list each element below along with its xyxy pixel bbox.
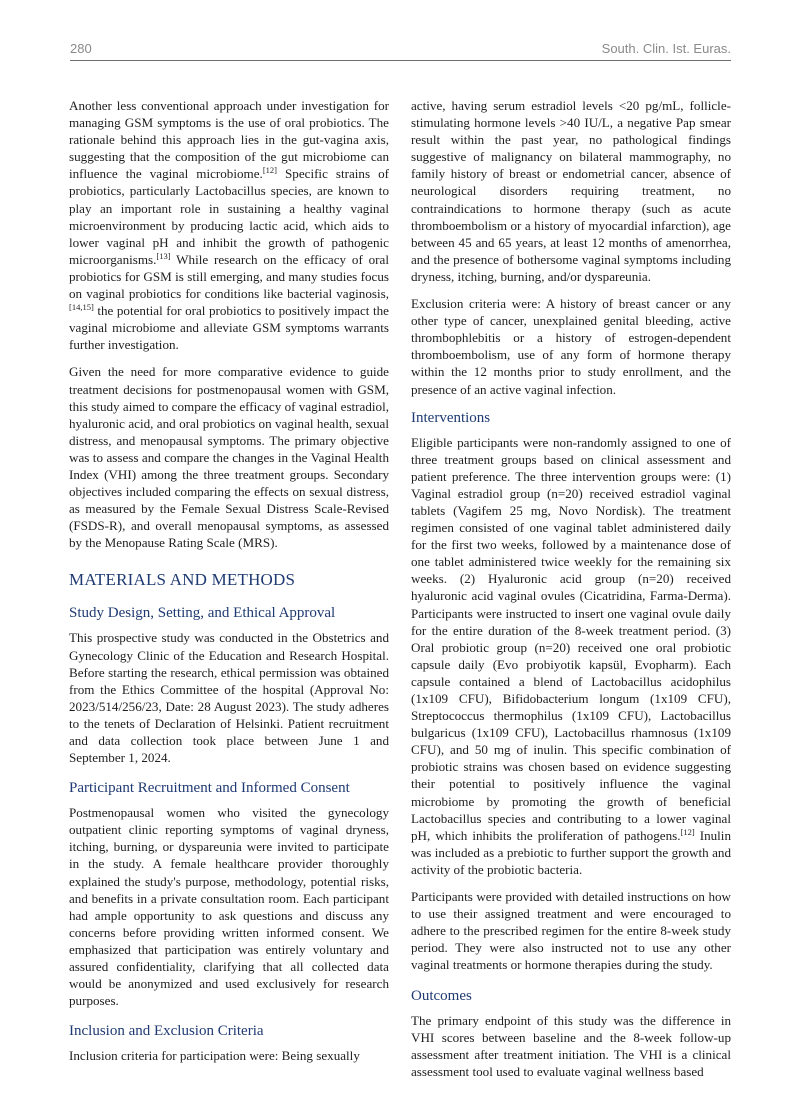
body-paragraph: Eligible participants were non-randomly assigned to one of three treatment groups based on clinical assessment and patient preference. The three intervention groups were: (1) Vaginal estradiol group (n=20) received estradiol vaginal tablets (Vagifem 25 mg, Novo Nordisk). The treatment regimen consisted of one vaginal tablet administered daily for the first two weeks, followed by a maintenance dose of one tablet administered twice weekly for the remaining six weeks. (2) Hyaluronic acid group (n=20) received hyaluronic acid vaginal ovules (Cicatridina, Farma-Derma). Participants were instructed to insert one vaginal ovule daily for the entire duration of the 8-week treatment period. (3) Oral probiotic group (n=20) received one oral probiotic capsule daily (Evo probiyotik kapsül, Evopharm). Each capsule contained a blend of Lactobacillus acidophilus (1x109 CFU), Bifidobacterium longum (1x109 CFU), Streptococcus thermophilus (1x109 CFU), Lactobacillus bulgaricus (1x109 CFU), Lactobacillus rhamnosus (1x109 CFU), and 50 mg of inulin. This specific combination of probiotic strains was chosen based on evidence suggesting their potential to positively influence the vaginal microbiome by promoting the growth of beneficial Lactobacillus species and contributing to a lower vaginal pH, which inhibits the proliferation of pathogens.[12] Inulin was included as a prebiotic to further support the growth and activity of the probiotic bacteria. [411,434,731,877]
journal-name: South. Clin. Ist. Euras. [601,41,731,56]
subsection-heading: Outcomes [411,987,472,1004]
body-paragraph: Given the need for more comparative evidence to guide treatment decisions for postmenopausal women with GSM, this study aimed to compare the efficacy of vaginal estradiol, hyaluronic acid, and oral probiotics on vaginal health, sexual distress, and menopausal symptoms. The primary objective was to assess and compare the changes in the Vaginal Health Index (VHI) among the three treatment groups. Secondary objectives included comparing the effects on sexual distress, as measured by the Female Sexual Distress Scale-Revised (FSDS-R), and overall menopausal symptoms, as assessed by the Menopause Rating Scale (MRS). [69,364,389,551]
section-heading: MATERIALS AND METHODS [69,570,296,590]
body-paragraph: Another less conventional approach under investigation for managing GSM symptoms is the use of oral probiotics. The rationale behind this approach lies in the gut-vagina axis, suggesting that the composition of the gut microbiome can influence the vaginal microbiome.[12] Specific strains of probiotics, particularly Lactobacillus species, are known to play an important role in sustaining a healthy vaginal microenvironment by producing lactic acid, which aids to lower vaginal pH and inhibit the growth of pathogenic microorganisms.[13] While research on the efficacy of oral probiotics for GSM is still emerging, and many studies focus on vaginal probiotics for conditions like bacterial vaginosis,[14,15] the potential for oral probiotics to positively impact the vaginal microbiome and alleviate GSM symptoms warrants further investigation. [69,98,389,353]
left-column [69,97,389,1074]
body-paragraph: The primary endpoint of this study was the difference in VHI scores between baseline and the 8-week follow-up assessment after treatment initiation. The VHI is a clinical assessment tool used to evaluate vaginal wellness based [411,1012,731,1079]
subsection-heading: Interventions [411,409,491,426]
subsection-heading: Inclusion and Exclusion Criteria [69,1023,264,1040]
body-paragraph: active, having serum estradiol levels <20 pg/mL, follicle-stimulating hormone levels >40 IU/L, a negative Pap smear result within the past year, no pathological findings suggestive of malignancy on bilateral mammography, no family history of breast or endometrial cancer, absence of neurological disorders requiring treatment, no contraindications to hormone therapy (such as acute thromboembolism or a history of myocardial infarction), age between 45 and 65 years, at least 12 months of amenorrhea, and the presence of bothersome vaginal symptoms including dryness, itching, burning, and/or dyspareunia. [411,98,731,284]
citation[interactable]: [13] [156,250,171,261]
citation[interactable]: [12] [680,826,695,837]
citation[interactable]: [12] [262,165,277,176]
subsection-heading: Participant Recruitment and Informed Consent [69,780,350,797]
running-head [70,40,731,61]
body-paragraph: Participants were provided with detailed instructions on how to use their assigned treatment and were encouraged to adhere to the prescribed regimen for the entire 8-week study period. They were also instructed not to use any other vaginal treatments or hormone therapies during the study. [411,889,731,973]
body-paragraph: This prospective study was conducted in the Obstetrics and Gynecology Clinic of the Education and Research Hospital. Before starting the research, ethical permission was obtained from the Ethics Committee of the hospital (Approval No: 2023/514/256/23, Date: 28 August 2023). The study adheres to the tenets of Declaration of Helsinki. Patient recruitment and data collection took place between June 1 and September 1, 2024. [69,630,389,766]
subsection-heading: Study Design, Setting, and Ethical Approval [69,605,336,622]
body-paragraph: Postmenopausal women who visited the gynecology outpatient clinic reporting symptoms of vaginal dryness, itching, burning, or dyspareunia were invited to participate in the study. A female healthcare provider thoroughly explained the study's purpose, methodology, potential risks, and benefits in a private consultation room. Each participant had ample opportunity to ask questions and discuss any concerns before providing written informed consent. We emphasized that participation was entirely voluntary and assured confidentiality, clarifying that all collected data would be anonymized and used exclusively for research purposes. [69,805,389,1009]
body-paragraph: Exclusion criteria were: A history of breast cancer or any other type of cancer, unexplained genital bleeding, active thrombophlebitis or a history of estrogen-dependent thromboembolism, use of any form of hormone therapy within the 12 months prior to study enrollment, and the presence of an active vaginal infection. [411,296,731,397]
body-paragraph: Inclusion criteria for participation were: Being sexually [69,1048,360,1064]
right-column [411,97,731,1090]
citation[interactable]: [14,15] [69,302,94,313]
page-number: 280 [70,41,92,56]
